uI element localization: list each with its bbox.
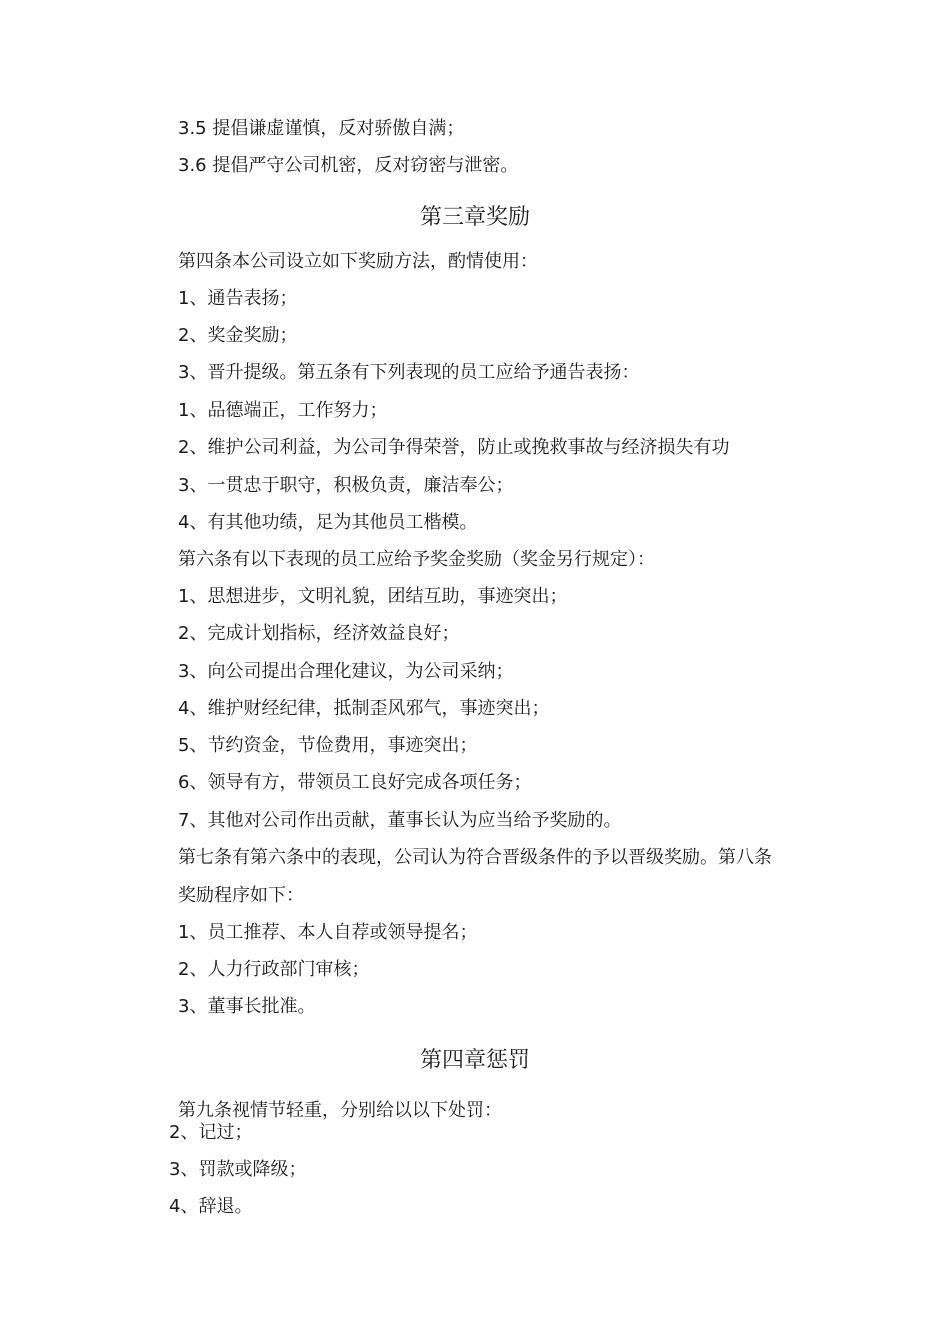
list-item: 7、其他对公司作出贡献，董事长认为应当给予奖励的。 [178, 810, 622, 831]
article-8-continued: 奖励程序如下： [178, 885, 304, 906]
clause-3-5: 3.5 提倡谦虚谨慎，反对骄傲自满； [178, 118, 465, 139]
list-item: 1、员工推荐、本人自荐或领导提名； [178, 922, 478, 943]
list-item: 6、领导有方，带领员工良好完成各项任务； [178, 772, 532, 793]
list-item: 1、通告表扬； [178, 288, 298, 309]
article-9: 第九条视情节轻重，分别给以以下处罚： [178, 1100, 502, 1121]
list-item: 3、晋升提级。第五条有下列表现的员工应给予通告表扬： [178, 362, 640, 383]
chapter-4-title: 第四章惩罚 [419, 1048, 530, 1073]
list-item: 2、完成计划指标，经济效益良好； [178, 623, 460, 644]
list-item: 4、辞退。 [169, 1196, 253, 1217]
list-item: 3、董事长批准。 [178, 996, 316, 1017]
chapter-3-title: 第三章奖励 [419, 205, 530, 230]
article-7: 第七条有第六条中的表现，公司认为符合晋级条件的予以晋级奖励。第八条 [178, 847, 772, 868]
list-item: 4、有其他功绩，足为其他员工楷模。 [178, 512, 478, 533]
list-item: 1、思想进步，文明礼貌，团结互助，事迹突出； [178, 586, 568, 607]
list-item: 3、一贯忠于职守，积极负责，廉洁奉公； [178, 475, 514, 496]
article-6: 第六条有以下表现的员工应给予奖金奖励（奖金另行规定）： [178, 549, 655, 570]
list-item: 2、人力行政部门审核； [178, 959, 370, 980]
list-item: 3、向公司提出合理化建议，为公司采纳； [178, 661, 514, 682]
article-4: 第四条本公司设立如下奖励方法，酌情使用： [178, 251, 538, 272]
list-item: 2、奖金奖励； [178, 325, 298, 346]
list-item: 3、罚款或降级； [169, 1159, 307, 1180]
list-item: 4、维护财经纪律，抵制歪风邪气，事迹突出； [178, 698, 550, 719]
list-item: 2、维护公司利益，为公司争得荣誉，防止或挽救事故与经济损失有功 [178, 437, 730, 458]
clause-3-6: 3.6 提倡严守公司机密，反对窃密与泄密。 [178, 155, 519, 176]
list-item: 2、记过； [169, 1122, 253, 1143]
list-item: 1、品德端正，工作努力； [178, 400, 388, 421]
list-item: 5、节约资金，节俭费用，事迹突出； [178, 735, 478, 756]
